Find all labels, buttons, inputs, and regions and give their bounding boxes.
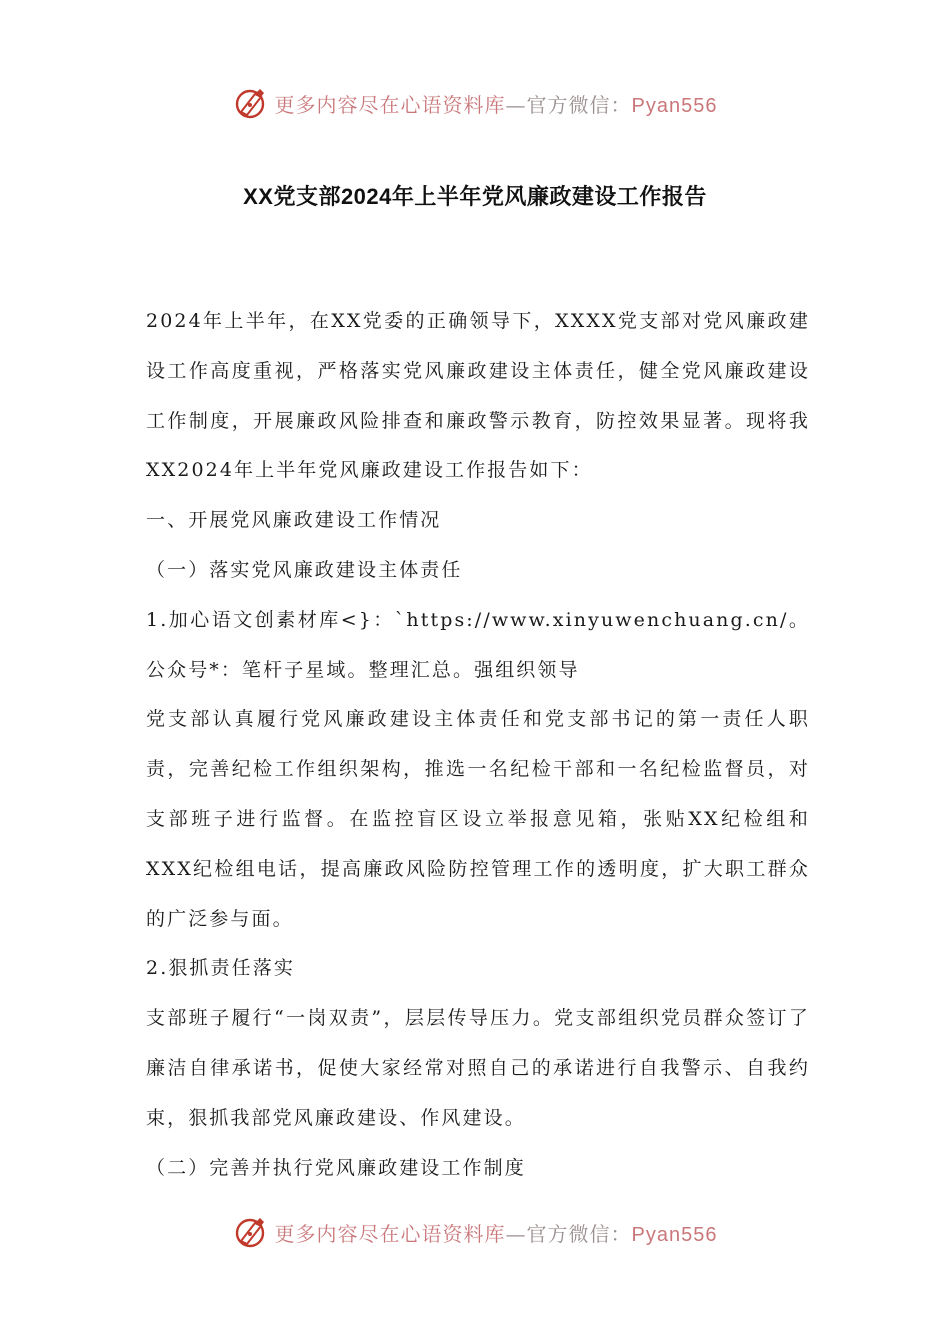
watermark-official-text: 官方微信：: [526, 1221, 632, 1246]
body-paragraph: 党支部认真履行党风廉政建设主体责任和党支部书记的第一责任人职责，完善纪检工作组织架构，推选一名纪检干部和一名纪检监督员，对支部班子进行监督。在监控盲区设立举报意见箱，张贴XX纪检组和XXX纪检组电话，提高廉政风险防控管理工作的透明度，扩大职工群众的广泛参与面。: [146, 708, 810, 930]
pen-nib-logo-icon: [233, 85, 269, 121]
document-body: [146, 297, 810, 1193]
pen-nib-logo-icon: [233, 1214, 269, 1250]
document-title: XX党支部2024年上半年党风廉政建设工作报告: [243, 184, 707, 209]
watermark-wechat-id: Pyan556: [631, 1223, 718, 1246]
watermark-banner-top: [0, 83, 950, 123]
subsection-heading: （一）落实党风廉政建设主体责任: [146, 558, 463, 581]
subsection-heading: （二）完善并执行党风廉政建设工作制度: [146, 1156, 526, 1179]
watermark-dash: —: [505, 1221, 527, 1246]
body-paragraph: 支部班子履行“一岗双责”，层层传导压力。党支部组织党员群众签订了廉洁自律承诺书，促使大家经常对照自己的承诺进行自我警示、自我约束，狠抓我部党风廉政建设、作风建设。: [146, 1007, 810, 1129]
numbered-item-heading: 2.狠抓责任落实: [146, 957, 295, 980]
watermark-main-text: 更多内容尽在心语资料库: [274, 92, 506, 117]
watermark-official-text: 官方微信：: [526, 92, 632, 117]
body-paragraph: 2024年上半年，在XX党委的正确领导下，XXXX党支部对党风廉政建设工作高度重视，严格落实党风廉政建设主体责任，健全党风廉政建设工作制度，开展廉政风险排查和廉政警示教育，防控效果显著。现将我XX2024年上半年党风廉政建设工作报告如下：: [146, 310, 810, 482]
watermark-wechat-id: Pyan556: [631, 94, 718, 117]
watermark-text: [275, 89, 718, 118]
numbered-item-heading: 1.加心语文创素材库<}：`https://www.xinyuwenchuang.cn/。公众号*：笔杆子星域。整理汇总。强组织领导: [146, 608, 810, 681]
section-heading: 一、开展党风廉政建设工作情况: [146, 509, 442, 532]
watermark-dash: —: [505, 92, 527, 117]
watermark-banner-bottom: [0, 1212, 950, 1252]
watermark-main-text: 更多内容尽在心语资料库: [274, 1221, 506, 1246]
watermark-text: [275, 1218, 718, 1247]
